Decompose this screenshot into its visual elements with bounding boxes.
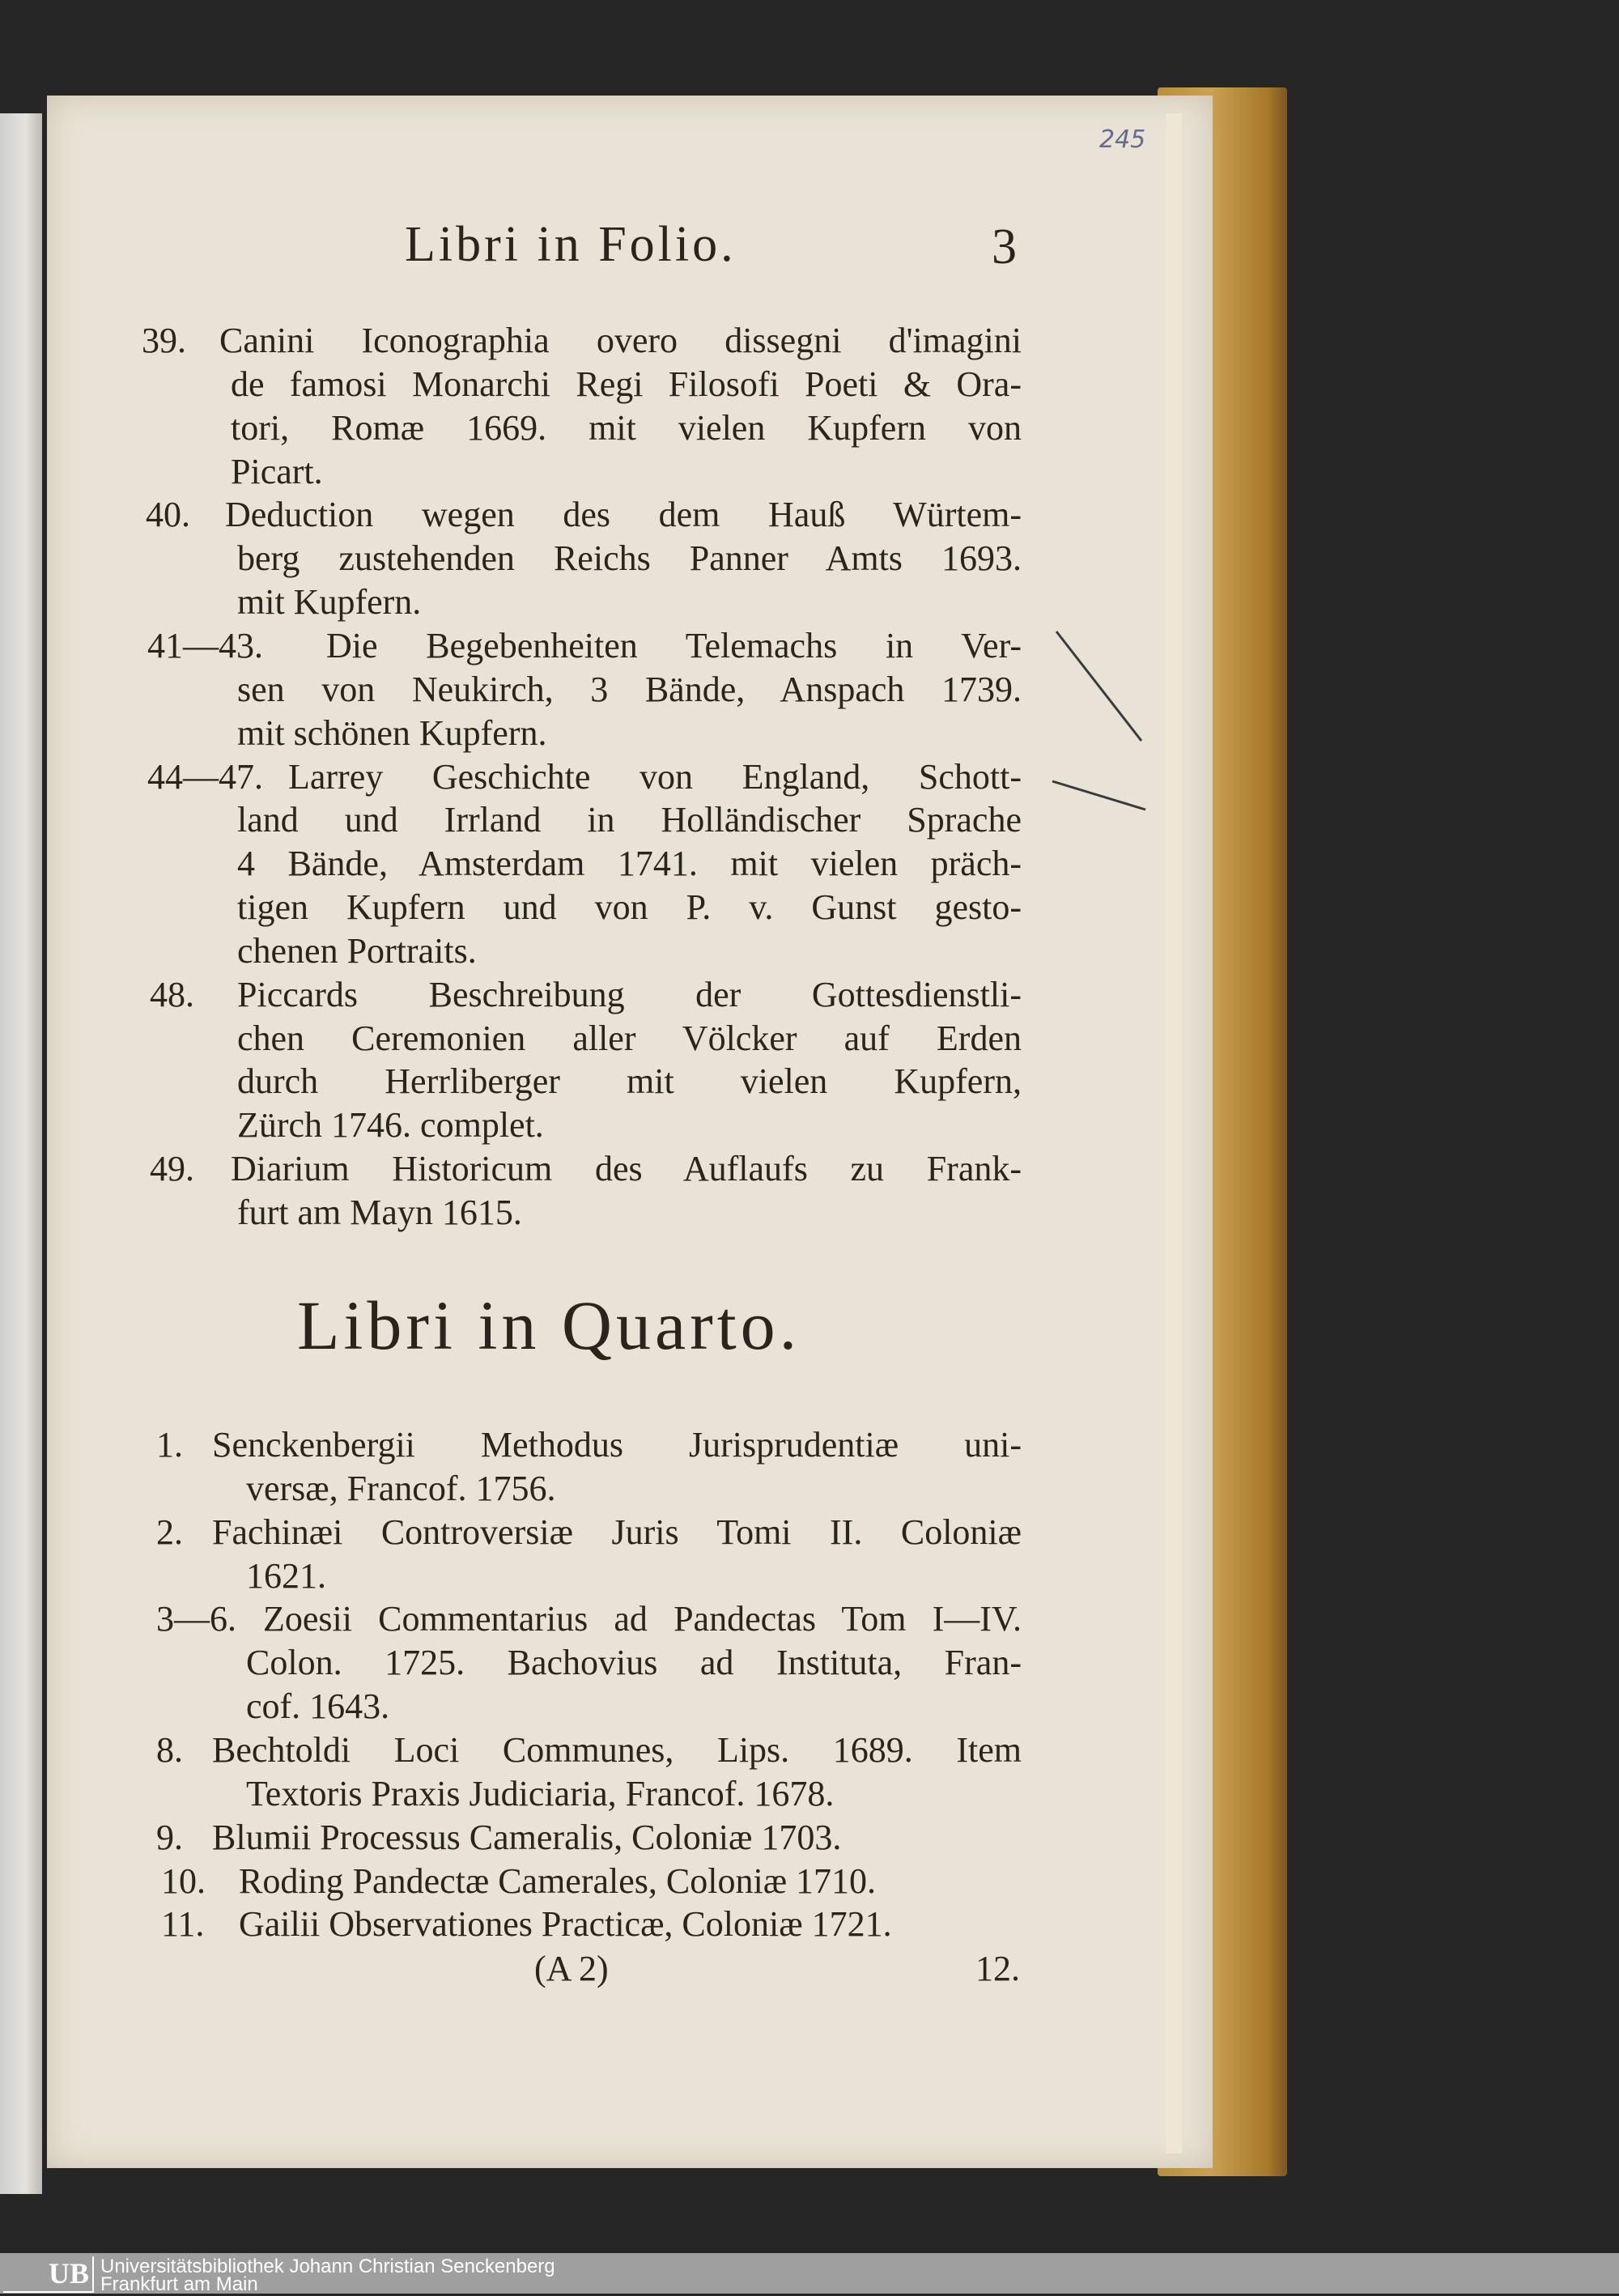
entry-number: 8. (156, 1729, 183, 1770)
entry-line: Diarium Historicum des Auflaufs zu Frank- (231, 1149, 1022, 1189)
entry-line: Blumii Processus Cameralis, Coloniæ 1703. (212, 1817, 842, 1857)
entry-line: chen Ceremonien aller Völcker auf Erden (237, 1018, 1022, 1058)
entry-number: 1. (156, 1425, 183, 1465)
entry-number: 11. (161, 1904, 205, 1945)
entry-line: cof. 1643. (246, 1686, 390, 1727)
entry-line: Senckenbergii Methodus Jurisprudentiæ uni- (212, 1425, 1022, 1465)
pencil-line (1056, 631, 1141, 741)
library-name: Universitätsbibliothek Johann Christian Senckenberg (100, 2256, 555, 2277)
entry-number: 10. (161, 1860, 206, 1901)
pencil-line (1052, 781, 1145, 810)
signature-mark: (A 2) (534, 1949, 609, 1988)
entry-line: Colon. 1725. Bachovius ad Instituta, Fran- (246, 1643, 1022, 1683)
entry-line: 1621. (246, 1555, 326, 1596)
entry-line: furt am Mayn 1615. (237, 1193, 522, 1232)
entry-line: durch Herrliberger mit vielen Kupfern, (237, 1061, 1022, 1102)
entry-line: berg zustehenden Reichs Panner Amts 1693. (237, 538, 1022, 579)
ub-logo: UB (3, 2256, 94, 2293)
entry-line: Textoris Praxis Judiciaria, Francof. 1678. (246, 1773, 835, 1813)
running-title: Libri in Folio. (405, 217, 737, 272)
entry-line: Zürch 1746. complet. (237, 1105, 544, 1146)
section-heading-quarto: Libri in Quarto. (297, 1286, 801, 1364)
entry-line: Canini Iconographia overo dissegni d'imagini (219, 321, 1022, 360)
entry-line: tigen Kupfern und von P. v. Gunst gesto- (237, 887, 1022, 928)
entry-line: tori, Romæ 1669. mit vielen Kupfern von (231, 407, 1022, 448)
entry-line: Roding Pandectæ Camerales, Coloniæ 1710. (239, 1860, 877, 1901)
entry-line: Die Begebenheiten Telemachs in Ver- (326, 625, 1022, 665)
page-number: 3 (992, 219, 1017, 274)
catchword: 12. (975, 1949, 1020, 1988)
entry-line: versæ, Francof. 1756. (246, 1468, 556, 1508)
entry-number: 3—6. (156, 1599, 236, 1639)
library-city: Frankfurt am Main (100, 2273, 258, 2295)
entry-line: Bechtoldi Loci Communes, Lips. 1689. Item (212, 1729, 1022, 1770)
entry-number: 40. (146, 495, 190, 535)
entry-line: de famosi Monarchi Regi Filosofi Poeti & Ora- (231, 364, 1022, 404)
handwritten-note: 245 (1099, 125, 1146, 154)
entry-number: 39. (142, 321, 186, 360)
entry-line: Gailii Observationes Practicæ, Coloniæ 1721. (239, 1904, 892, 1945)
entry-line: sen von Neukirch, 3 Bände, Anspach 1739. (237, 669, 1022, 709)
entry-number: 9. (156, 1817, 183, 1857)
entry-number: 49. (150, 1149, 194, 1189)
entry-line: Deduction wegen des dem Hauß Würtem- (225, 495, 1022, 535)
entry-number: 2. (156, 1512, 183, 1552)
entry-number: 44—47. (147, 756, 263, 797)
entry-line: mit Kupfern. (237, 582, 422, 623)
entry-line: Piccards Beschreibung der Gottesdienstli- (237, 974, 1022, 1014)
entry-number: 41—43. (147, 625, 263, 665)
entry-line: Picart. (231, 451, 323, 491)
entry-line: mit schönen Kupfern. (237, 712, 547, 753)
entry-line: land und Irrland in Holländischer Sprache (237, 800, 1022, 840)
entry-line: Zoesii Commentarius ad Pandectas Tom I—IV. (263, 1599, 1022, 1639)
entry-line: Larrey Geschichte von England, Schott- (288, 756, 1022, 797)
entry-line: Fachinæi Controversiæ Juris Tomi II. Coloniæ (212, 1512, 1022, 1552)
entry-line: chenen Portraits. (237, 930, 477, 971)
entry-line: 4 Bände, Amsterdam 1741. mit vielen präch- (237, 844, 1022, 884)
entry-number: 48. (150, 974, 194, 1014)
